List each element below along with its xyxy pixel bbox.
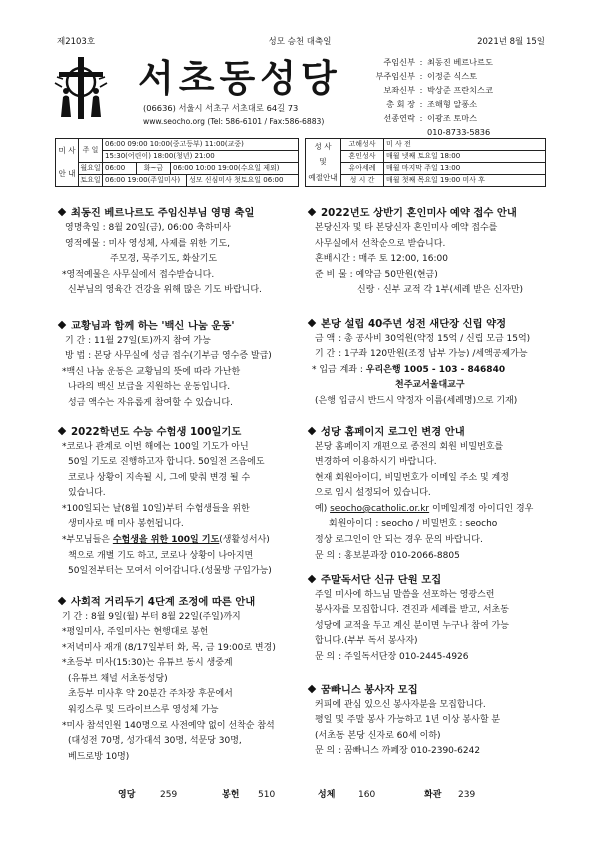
article-line: 워킹스루 및 드라이브스루 영성체 가능 (68, 705, 219, 716)
article-heading (307, 206, 545, 221)
email-address: seocho@catholic.or.kr (330, 503, 430, 514)
article-title: 교황님과 함께 하는 '백신 나눔 운동' (71, 319, 235, 332)
staff-name: 이정준 식스토 (427, 71, 478, 81)
sacraments-label-3: 예절안내 (308, 173, 338, 183)
article-line: *영적예물은 사무실에서 접수받습니다. (62, 269, 215, 280)
sacrament-name: 혼인성사 (341, 151, 384, 163)
article-line: 변경하여 이용하시기 바랍니다. (315, 457, 437, 468)
article-line (307, 363, 545, 379)
diamond-bullet-icon (308, 574, 316, 582)
staff-separator: : (419, 85, 423, 95)
footer-label: 봉헌 (222, 790, 240, 800)
article-line: 기 간 : 1구좌 120만원(조정 납부 가능) /세액공제가능 (315, 349, 528, 360)
article-line: 커피에 관심 있으신 봉사자분을 모집합니다. (315, 699, 486, 710)
article-line: 사무실에서 선착순으로 받습니다. (315, 238, 446, 249)
line-text: * 입금 계좌 : (312, 364, 366, 375)
article-title: 꿈빠니스 봉사자 모집 (321, 683, 418, 696)
notice-renovation-pledge (307, 317, 545, 410)
article-line: 봉사자를 모집합니다. 견진과 세례를 받고, 서초동 (315, 605, 509, 616)
staff-role: 선종연락 (383, 113, 415, 123)
mass-label-top: 미 사 (58, 145, 76, 155)
sunday-times-1: 06:00 09:00 10:00(중고등부) 11:00(교중) (103, 139, 299, 151)
notice-exam-prayer (57, 425, 295, 580)
saturday-times: 06:00 19:00(주일미사) (103, 175, 187, 187)
article-line: 영명축일 : 8월 20일(금), 06:00 축하미사 (65, 223, 231, 233)
article-heading (57, 319, 295, 334)
article-title: 본당 설립 40주년 성전 새단장 신립 약정 (321, 317, 507, 330)
sacrament-time: 매월 넷째 토요일 18:00 (384, 151, 546, 163)
diamond-bullet-icon (308, 426, 316, 434)
article-line: 성당에 교적을 두고 계신 분이면 누구나 참여 가능 (315, 620, 509, 631)
sacrament-time: 매월 마지막 주일 13:00 (384, 163, 546, 175)
sacraments-label-cell (306, 139, 341, 187)
staff-separator: : (419, 99, 423, 109)
article-line: 문 의 : 홍보분과장 010-2066-8805 (315, 550, 460, 561)
mass-label-cell (56, 139, 79, 187)
article-line: 베드로방 10명) (68, 751, 130, 762)
article-line: 50일 기도로 진행하고자 합니다. 50일전 즈음에도 (68, 457, 265, 468)
staff-row (369, 69, 493, 83)
diamond-bullet-icon (308, 318, 316, 326)
sacrament-time: 매월 첫째 목요일 19:00 미사 후 (384, 175, 546, 187)
issue-number: 제2103호 (57, 37, 96, 47)
staff-name: 박상준 프란치스코 (427, 85, 493, 95)
notice-pastor-feast (57, 206, 295, 299)
article-line: *평일미사, 주일미사는 현행대로 봉헌 (62, 627, 209, 638)
article-title: 2022학년도 수능 수험생 100일기도 (71, 425, 242, 438)
article-line: 초등부 미사후 약 20분간 주차장 후문에서 (68, 689, 233, 700)
notice-cafe-volunteer (307, 683, 545, 760)
article-line: (대성전 70명, 성가대석 30명, 석문당 30명, (68, 736, 242, 747)
article-line: 합니다.(부부 독서 봉사자) (315, 636, 418, 647)
mass-label-bottom: 안 내 (58, 169, 76, 179)
article-line: 성금 액수는 자유롭게 참여할 수 있습니다. (68, 397, 233, 408)
article-line: 있습니다. (68, 488, 106, 499)
staff-separator: : (419, 71, 423, 81)
staff-row (369, 111, 493, 125)
article-line: 현재 회원아이디, 비밀번호가 이메일 주소 및 계정 (315, 472, 509, 483)
article-title: 주말독서단 신규 단원 모집 (321, 573, 442, 586)
sacraments-table (305, 138, 546, 187)
article-heading (307, 425, 545, 440)
article-line: 코로나 상황이 지속될 시, 그에 맞춰 변경 될 수 (68, 472, 251, 483)
article-line: 기 간 : 11월 27일(토)까지 참여 가능 (65, 335, 211, 346)
article-line: 평일 및 주말 봉사 가능하고 1년 이상 봉사할 분 (315, 715, 501, 726)
article-line: 나라의 백신 보급을 지원하는 운동입니다. (68, 382, 231, 393)
sunday-label: 주 일 (79, 139, 103, 163)
article-line: 방 법 : 본당 사무실에 성금 접수(기부금 영수증 발급) (65, 351, 272, 362)
article-heading (57, 206, 295, 221)
footer-label: 영당 (118, 790, 136, 800)
article-line: 주모경, 묵주기도, 화살기도 (110, 254, 218, 265)
staff-row (369, 83, 493, 97)
parish-contact: www.seocho.org (Tel: 586-6101 / Fax:586-6883) (143, 117, 325, 126)
article-line: 본당신자 및 타 본당신자 혼인미사 예약 접수를 (315, 223, 498, 233)
parish-title: 서초동성당 (138, 57, 342, 100)
article-line: 신랑 · 신부 교적 각 1부(세례 받은 신자만) (357, 285, 524, 296)
staff-name: 조해형 알퐁소 (427, 99, 478, 109)
article-title: 최동진 베르나르도 주임신부님 영명 축일 (71, 207, 255, 219)
monday-times: 06:00 (103, 163, 137, 175)
notice-vaccine-sharing (57, 319, 295, 412)
article-line: *저녁미사 재개 (8/17일부터 화, 목, 금 19:00로 변경) (62, 642, 276, 653)
article-title: 성당 홈페이지 로그인 변경 안내 (321, 425, 465, 438)
article-heading (307, 573, 545, 588)
article-line: 생미사로 매 미사 봉헌됩니다. (68, 519, 184, 530)
article-line: 혼배시간 : 매주 토 12:00, 16:00 (315, 254, 448, 265)
feast-name: 성모 승천 대축일 (268, 37, 332, 47)
notice-distancing (57, 595, 295, 766)
line-text: 이메일계정 아이디인 경우 (429, 503, 534, 514)
article-heading (57, 425, 295, 440)
article-heading (307, 317, 545, 332)
footer-label: 화관 (424, 790, 442, 800)
article-line: 책으로 개별 기도 하고, 코로나 상황이 나아지면 (68, 550, 254, 561)
sacrament-time: 미 사 전 (384, 139, 546, 151)
diamond-bullet-icon (58, 208, 66, 216)
footer-label: 성체 (318, 790, 336, 800)
staff-phone: 010-8733-5836 (427, 127, 491, 137)
staff-separator: : (419, 113, 423, 123)
article-line (57, 533, 295, 549)
article-line (307, 502, 545, 518)
staff-separator: : (419, 57, 423, 67)
footer-value: 239 (458, 790, 476, 800)
article-line: *초등부 미사(15:30)는 유튜브 동시 생중계 (62, 658, 233, 669)
staff-row (369, 97, 493, 111)
article-line: 기 간 : 8월 9일(월) 부터 8월 22일(주일)까지 (62, 611, 241, 622)
diamond-bullet-icon (58, 596, 66, 604)
sacrament-name: 성 시 간 (341, 175, 384, 187)
sacrament-name: 고해성사 (341, 139, 384, 151)
sacraments-label-1: 성 사 (314, 141, 332, 151)
staff-row (369, 55, 493, 69)
diamond-bullet-icon (308, 684, 316, 692)
article-line: 정상 로그인이 안 되는 경우 문의 바랍니다. (315, 535, 483, 546)
article-line: *100일되는 날(8월 10일)부터 수험생들을 위한 (62, 503, 250, 514)
line-text: *부모님들은 (62, 535, 113, 546)
mass-schedule-table (55, 138, 299, 187)
staff-list (369, 55, 493, 139)
article-line: 으로 임시 설정되어 있습니다. (315, 488, 431, 499)
article-line: 문 의 : 꿈빠니스 까페장 010-2390-6242 (315, 746, 481, 757)
weekday-times: 06:00 10:00 19:00(수요일 제외) (171, 163, 299, 175)
article-line: (유튜브 채널 서초동성당) (68, 673, 168, 684)
saturday-label: 토요일 (79, 175, 103, 187)
staff-role: 부주임신부 (375, 71, 415, 81)
parish-logo (52, 57, 110, 119)
staff-role: 보좌신부 (383, 85, 415, 95)
article-line: 준 비 물 : 예약금 50만원(현금) (315, 269, 438, 280)
staff-name: 이광조 토마스 (427, 113, 478, 123)
article-title: 2022년도 상반기 혼인미사 예약 접수 안내 (321, 207, 517, 219)
staff-role: 총 회 장 (386, 99, 415, 109)
article-line: *미사 참석인원 140명으로 사전예약 없이 선착순 참석 (62, 720, 275, 731)
article-line: 금 액 : 총 공사비 30억원(약정 15억 / 신립 모금 15억) (315, 333, 531, 344)
sunday-times-2: 15:30(어린이) 18:00(청년) 21:00 (103, 151, 299, 163)
marian-mass-times: 성모 신심미사 첫토요일 06:00 (187, 175, 299, 187)
footer-value: 510 (258, 790, 276, 800)
article-line: 본당 홈페이지 개편으로 종전의 회원 비밀번호를 (315, 441, 504, 452)
article-line: 신부님의 영육간 건강을 위해 많은 기도 바랍니다. (68, 285, 262, 296)
article-line: *코로나 관계로 이번 해에는 100일 기도가 아닌 (62, 441, 249, 452)
article-heading (307, 683, 545, 698)
parish-address: (06636) 서울시 서초구 서초대로 64길 73 (143, 103, 299, 113)
article-line: (은행 입금시 반드시 약정자 이름(세례명)으로 기재) (315, 395, 518, 406)
notice-homepage-login (307, 425, 545, 565)
sacraments-label-2: 및 (319, 157, 327, 167)
diamond-bullet-icon (308, 208, 316, 216)
line-text: (생활성서사) (219, 535, 270, 546)
line-text: 예) (315, 503, 331, 514)
footer-value: 160 (358, 790, 376, 800)
staff-name: 최동진 베르나르도 (427, 57, 493, 67)
article-line: 50일전부터는 모여서 이어갑니다.(성물방 구입가능) (68, 566, 272, 577)
weekday-label: 화~금 (137, 163, 171, 175)
article-title: 사회적 거리두기 4단계 조정에 따른 안내 (71, 595, 256, 608)
article-line: 회원아이디 : seocho / 비밀번호 : seocho (329, 519, 498, 530)
prayer-book-title: 수험생을 위한 100일 기도 (112, 535, 220, 546)
monday-label: 월요일 (79, 163, 103, 175)
sacrament-name: 유아세례 (341, 163, 384, 175)
article-line: 문 의 : 주일독서단장 010-2445-4926 (315, 651, 469, 662)
bank-account: 우리은행 1005 - 103 - 846840 (365, 364, 506, 375)
staff-role: 주임신부 (383, 57, 415, 67)
diamond-bullet-icon (58, 426, 66, 434)
notice-wedding-booking (307, 206, 545, 299)
account-holder: 천주교서울대교구 (395, 380, 465, 391)
issue-date: 2021년 8월 15일 (477, 37, 545, 47)
article-line: 영적예물 : 미사 영성체, 사제를 위한 기도, (65, 238, 231, 249)
article-line: 주일 미사에 하느님 말씀을 선포하는 영광스런 (315, 589, 495, 600)
article-heading (57, 595, 295, 610)
diamond-bullet-icon (58, 320, 66, 328)
article-line: *백신 나눔 운동은 교황님의 뜻에 따라 가난한 (62, 366, 241, 377)
article-line: (서초동 본당 신자로 60세 이하) (315, 730, 441, 741)
footer-value: 259 (160, 790, 178, 800)
notice-lector-recruit (307, 573, 545, 666)
